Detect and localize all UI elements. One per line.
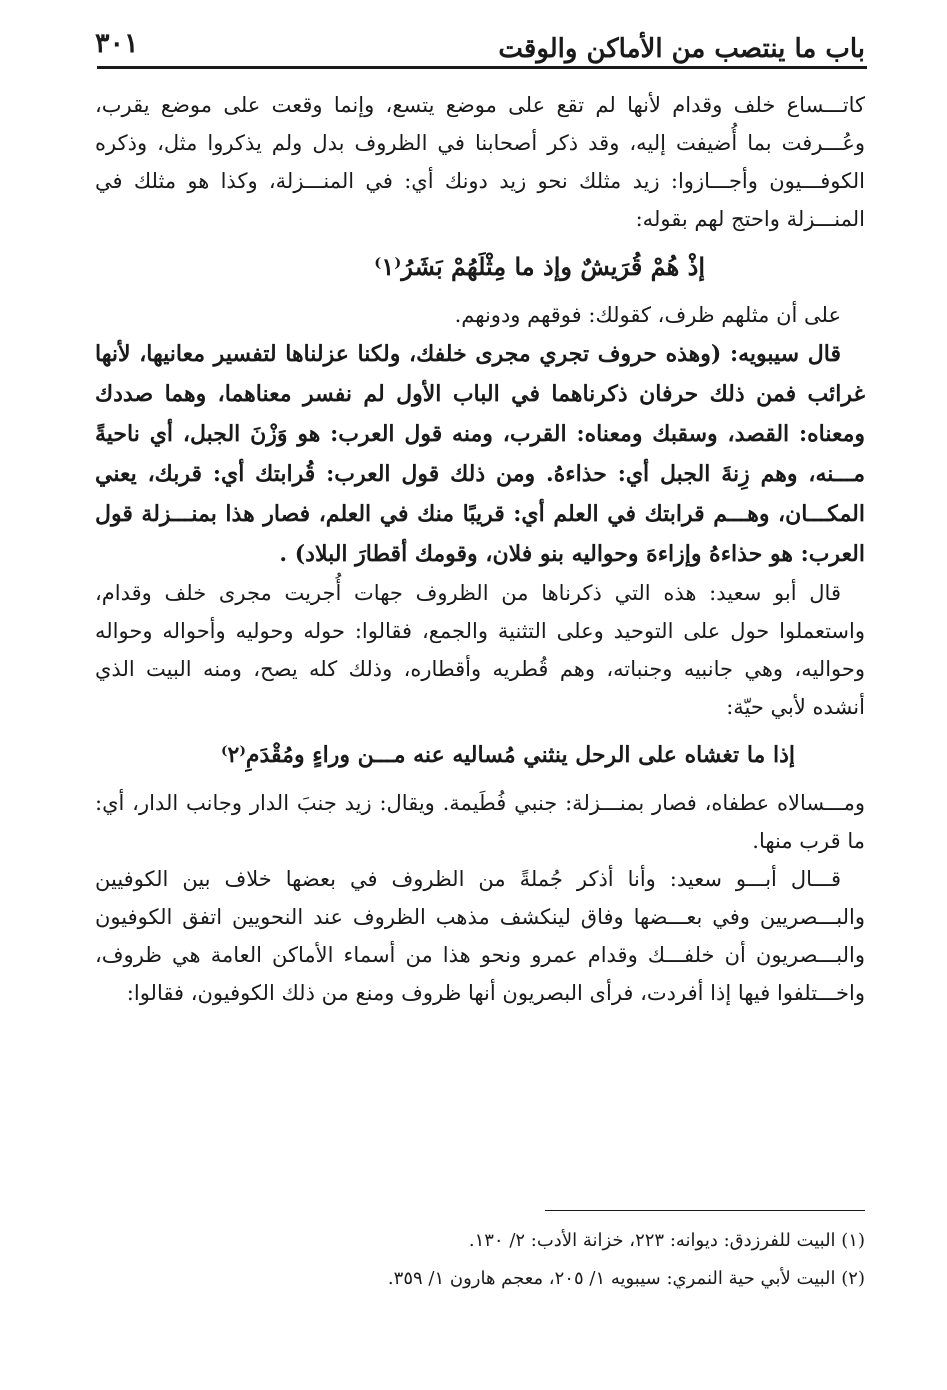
running-title: باب ما ينتصب من الأماكن والوقت (498, 34, 865, 64)
footnotes (95, 1222, 865, 1298)
paragraph-2: على أن مثلهم ظرف، كقولك: فوقهم ودونهم. (454, 303, 841, 327)
verse-2: إذا ما تغشاه على الرحل ينثني مُساليه عنه مـــن وراءٍ ومُقْدَمِ⁽٢⁾ (220, 742, 795, 768)
paragraph-5: قـــال أبـــو سعيد: وأنا أذكر جُملةً من الظروف في بعضها خلاف بين الكوفيين والبـــصريين وفي بعـــضها وفاق لينكشف مذهب الظروف عند النحويين اتفق الكوفيون والبـــصريون أن خلفـــك وقدام عمرو ونحو هذا من أسماء الأماكن العامة هي ظروف، واخـــتلفوا فيها إذا أفردت، فرأى البصريون أنها ظروف ومنع من ذلك الكوفيون، فقالوا: (95, 867, 865, 1005)
header-rule (97, 66, 867, 69)
verse-1: إذْ هُمْ قُرَيشٌ وإذ ما مِثْلَهُمْ بَشَرُ⁽١⁾ (374, 252, 705, 281)
paragraph-1: كاتـــساع خلف وقدام لأنها لم تقع على موضع يتسع، وإنما وقعت على موضع يقرب، وعُـــرفت بما أُضيفت إليه، وقد ذكر أصحابنا في الظروف بدل ولم يذكروا مثل، وذكره الكوفـــيون وأجـــازوا: زيد مثلك نحو زيد دونك أي: في المنـــزلة، وكذا هو مثلك في المنـــزلة واحتج لهم بقوله: (95, 93, 865, 231)
page-body (95, 86, 865, 1012)
paragraph-3: قال أبو سعيد: هذه التي ذكرناها من الظروف جهات أُجريت مجرى خلف وقدام، واستعملوا حول على التوحيد وعلى التثنية والجمع، فقالوا: حوله وحوليه وأحواله وحواله وحواليه، وهي جانبيه وجنباته، وهم قُطريه وأقطاره، وذلك كله يصح، ومنه البيت الذي أنشده لأبي حيّة: (95, 581, 865, 719)
footnote-rule (545, 1210, 865, 1211)
paragraph-4: ومـــسالاه عطفاه، فصار بمنـــزلة: جنبي فُطَيمة. ويقال: زيد جنبَ الدار وجانب الدار، أي: ما قرب منها. (95, 791, 865, 853)
footnote-2: (٢) البيت لأبي حية النمري: سيبويه ١/ ٢٠٥، معجم هارون ١/ ٣٥٩. (387, 1268, 865, 1289)
quotation-sibawayh: قال سيبويه: (وهذه حروف تجري مجرى خلفك، ولكنا عزلناها لتفسير معانيها، لأنها غرائب فمن ذلك حرفان ذكرناهما في الباب الأول لم نفسر معناهما، وهما صددك ومعناه: القصد، وسقبك ومعناه: القرب، ومنه قول العرب: هو وَزْنَ الجبل، أي ناحيةً مـــنه، وهم زِنةَ الجبل أي: حذاءهُ. ومن ذلك قول العرب: قُرابتك أي: قربك، يعني المكـــان، وهـــم قرابتك في العلم أي: قريبًا منك في العلم، فصار هذا بمنـــزلة قول العرب: هو حذاءهُ وإزاءهَ وحواليه بنو فلان، وقومك أقطارَ البلاد) . (95, 341, 865, 567)
footnote-1: (١) البيت للفرزدق: ديوانه: ٢٢٣، خزانة الأدب: ٢/ ١٣٠. (468, 1230, 865, 1251)
page-number: ٣٠١ (95, 28, 139, 59)
